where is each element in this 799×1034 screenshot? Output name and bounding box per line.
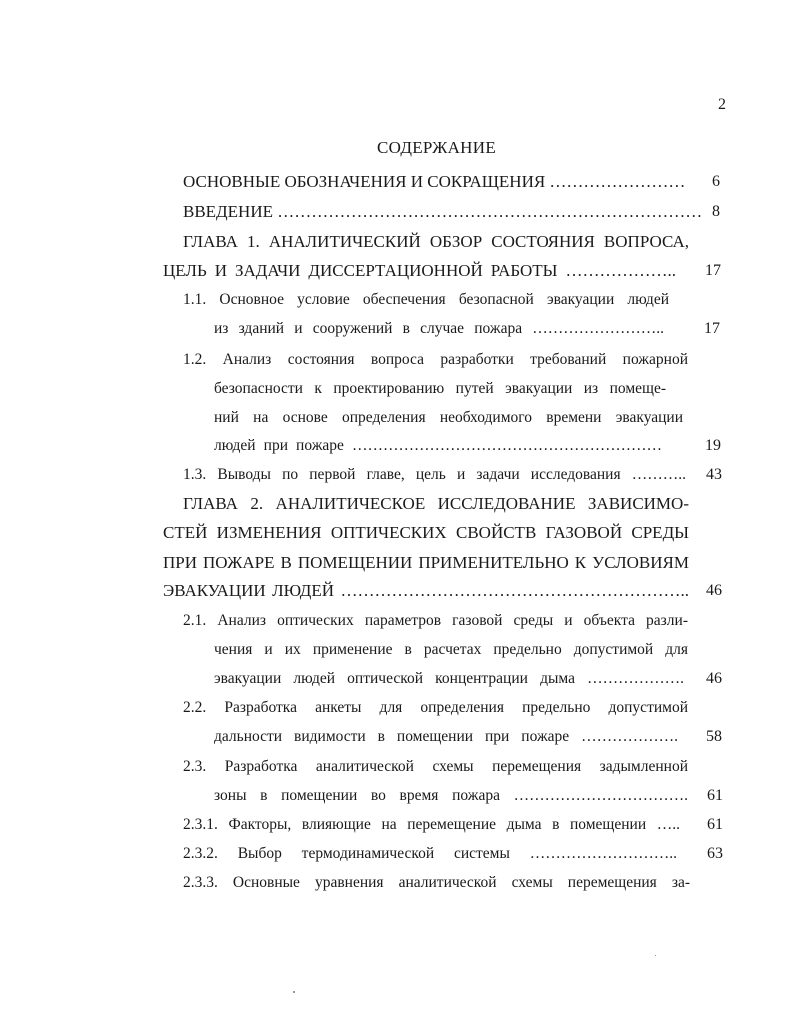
toc-line-2-2: 2.2. Разработка анкеты для определения предельно допустимой [183,699,688,716]
toc-line-chapter2-cont3: ЭВАКУАЦИИ ЛЮДЕЙ …………………………………………………….. [163,581,689,600]
toc-page: 58 [706,728,722,745]
toc-page: 6 [712,173,720,190]
page-title: СОДЕРЖАНИЕ [376,138,497,157]
toc-line-1-2: 1.2. Анализ состояния вопроса разработки требований пожарной [183,351,688,368]
toc-page: 46 [706,582,722,599]
toc-line-2-3: 2.3. Разработка аналитической схемы перемещения задымленной [183,758,688,775]
toc-page: 61 [707,787,723,804]
toc-line-chapter1-title: ГЛАВА 1. АНАЛИТИЧЕСКИЙ ОБЗОР СОСТОЯНИЯ ВОПРОСА, [183,232,689,251]
toc-line-2-3-cont: зоны в помещении во время пожара ……………………………. [214,787,688,804]
toc-page: 8 [712,203,720,220]
toc-line-2-2-cont: дальности видимости в помещении при пожаре ………………. [214,728,678,745]
toc-line-1-2-cont3: людей при пожаре …………………………………………………… [214,437,662,454]
toc-line-2-3-1: 2.3.1. Факторы, влияющие на перемещение дыма в помещении ….. [183,816,680,833]
scan-speck [655,955,656,956]
toc-line-1-1: 1.1. Основное условие обеспечения безопасной эвакуации людей [183,291,669,308]
toc-page: 46 [706,670,722,687]
toc-line-osnovnye: ОСНОВНЫЕ ОБОЗНАЧЕНИЯ И СОКРАЩЕНИЯ …………………… [183,172,686,191]
toc-line-chapter1-cont: ЦЕЛЬ И ЗАДАЧИ ДИССЕРТАЦИОННОЙ РАБОТЫ ……………….. [163,261,676,280]
toc-page: 61 [707,816,723,833]
toc-line-1-2-cont2: ний на основе определения необходимого времени эвакуации [214,409,683,426]
toc-page: 43 [706,466,722,483]
toc-line-1-2-cont1: безопасности к проектированию путей эвакуации из помеще- [214,380,666,397]
toc-page: 63 [707,845,723,862]
toc-line-2-3-2: 2.3.2. Выбор термодинамической системы ……………………….. [183,845,677,862]
toc-page: 19 [705,437,721,454]
page-number: 2 [718,96,726,113]
toc-line-1-3: 1.3. Выводы по первой главе, цель и задачи исследования ……….. [183,466,686,483]
toc-line-2-1: 2.1. Анализ оптических параметров газовой среды и объекта разли- [183,612,688,629]
toc-line-chapter2-cont2: ПРИ ПОЖАРЕ В ПОМЕЩЕНИИ ПРИМЕНИТЕЛЬНО К УСЛОВИЯМ [163,553,689,572]
toc-page: 17 [705,262,721,279]
toc-line-vvedenie: ВВЕДЕНИЕ ………………………………………………………………… [183,202,703,221]
toc-page: 17 [704,320,720,337]
toc-line-2-3-3: 2.3.3. Основные уравнения аналитической схемы перемещения за- [183,874,690,891]
scan-speck [293,991,295,993]
toc-line-chapter2-cont1: СТЕЙ ИЗМЕНЕНИЯ ОПТИЧЕСКИХ СВОЙСТВ ГАЗОВОЙ СРЕДЫ [163,523,689,542]
toc-line-2-1-cont1: чения и их применение в расчетах предельно допустимой для [214,641,688,658]
toc-line-2-1-cont2: эвакуации людей оптической концентрации дыма ………………. [214,670,684,687]
toc-line-1-1-cont: из зданий и сооружений в случае пожара …………………….. [214,320,664,337]
toc-line-chapter2-title: ГЛАВА 2. АНАЛИТИЧЕСКОЕ ИССЛЕДОВАНИЕ ЗАВИСИМО- [183,494,689,513]
